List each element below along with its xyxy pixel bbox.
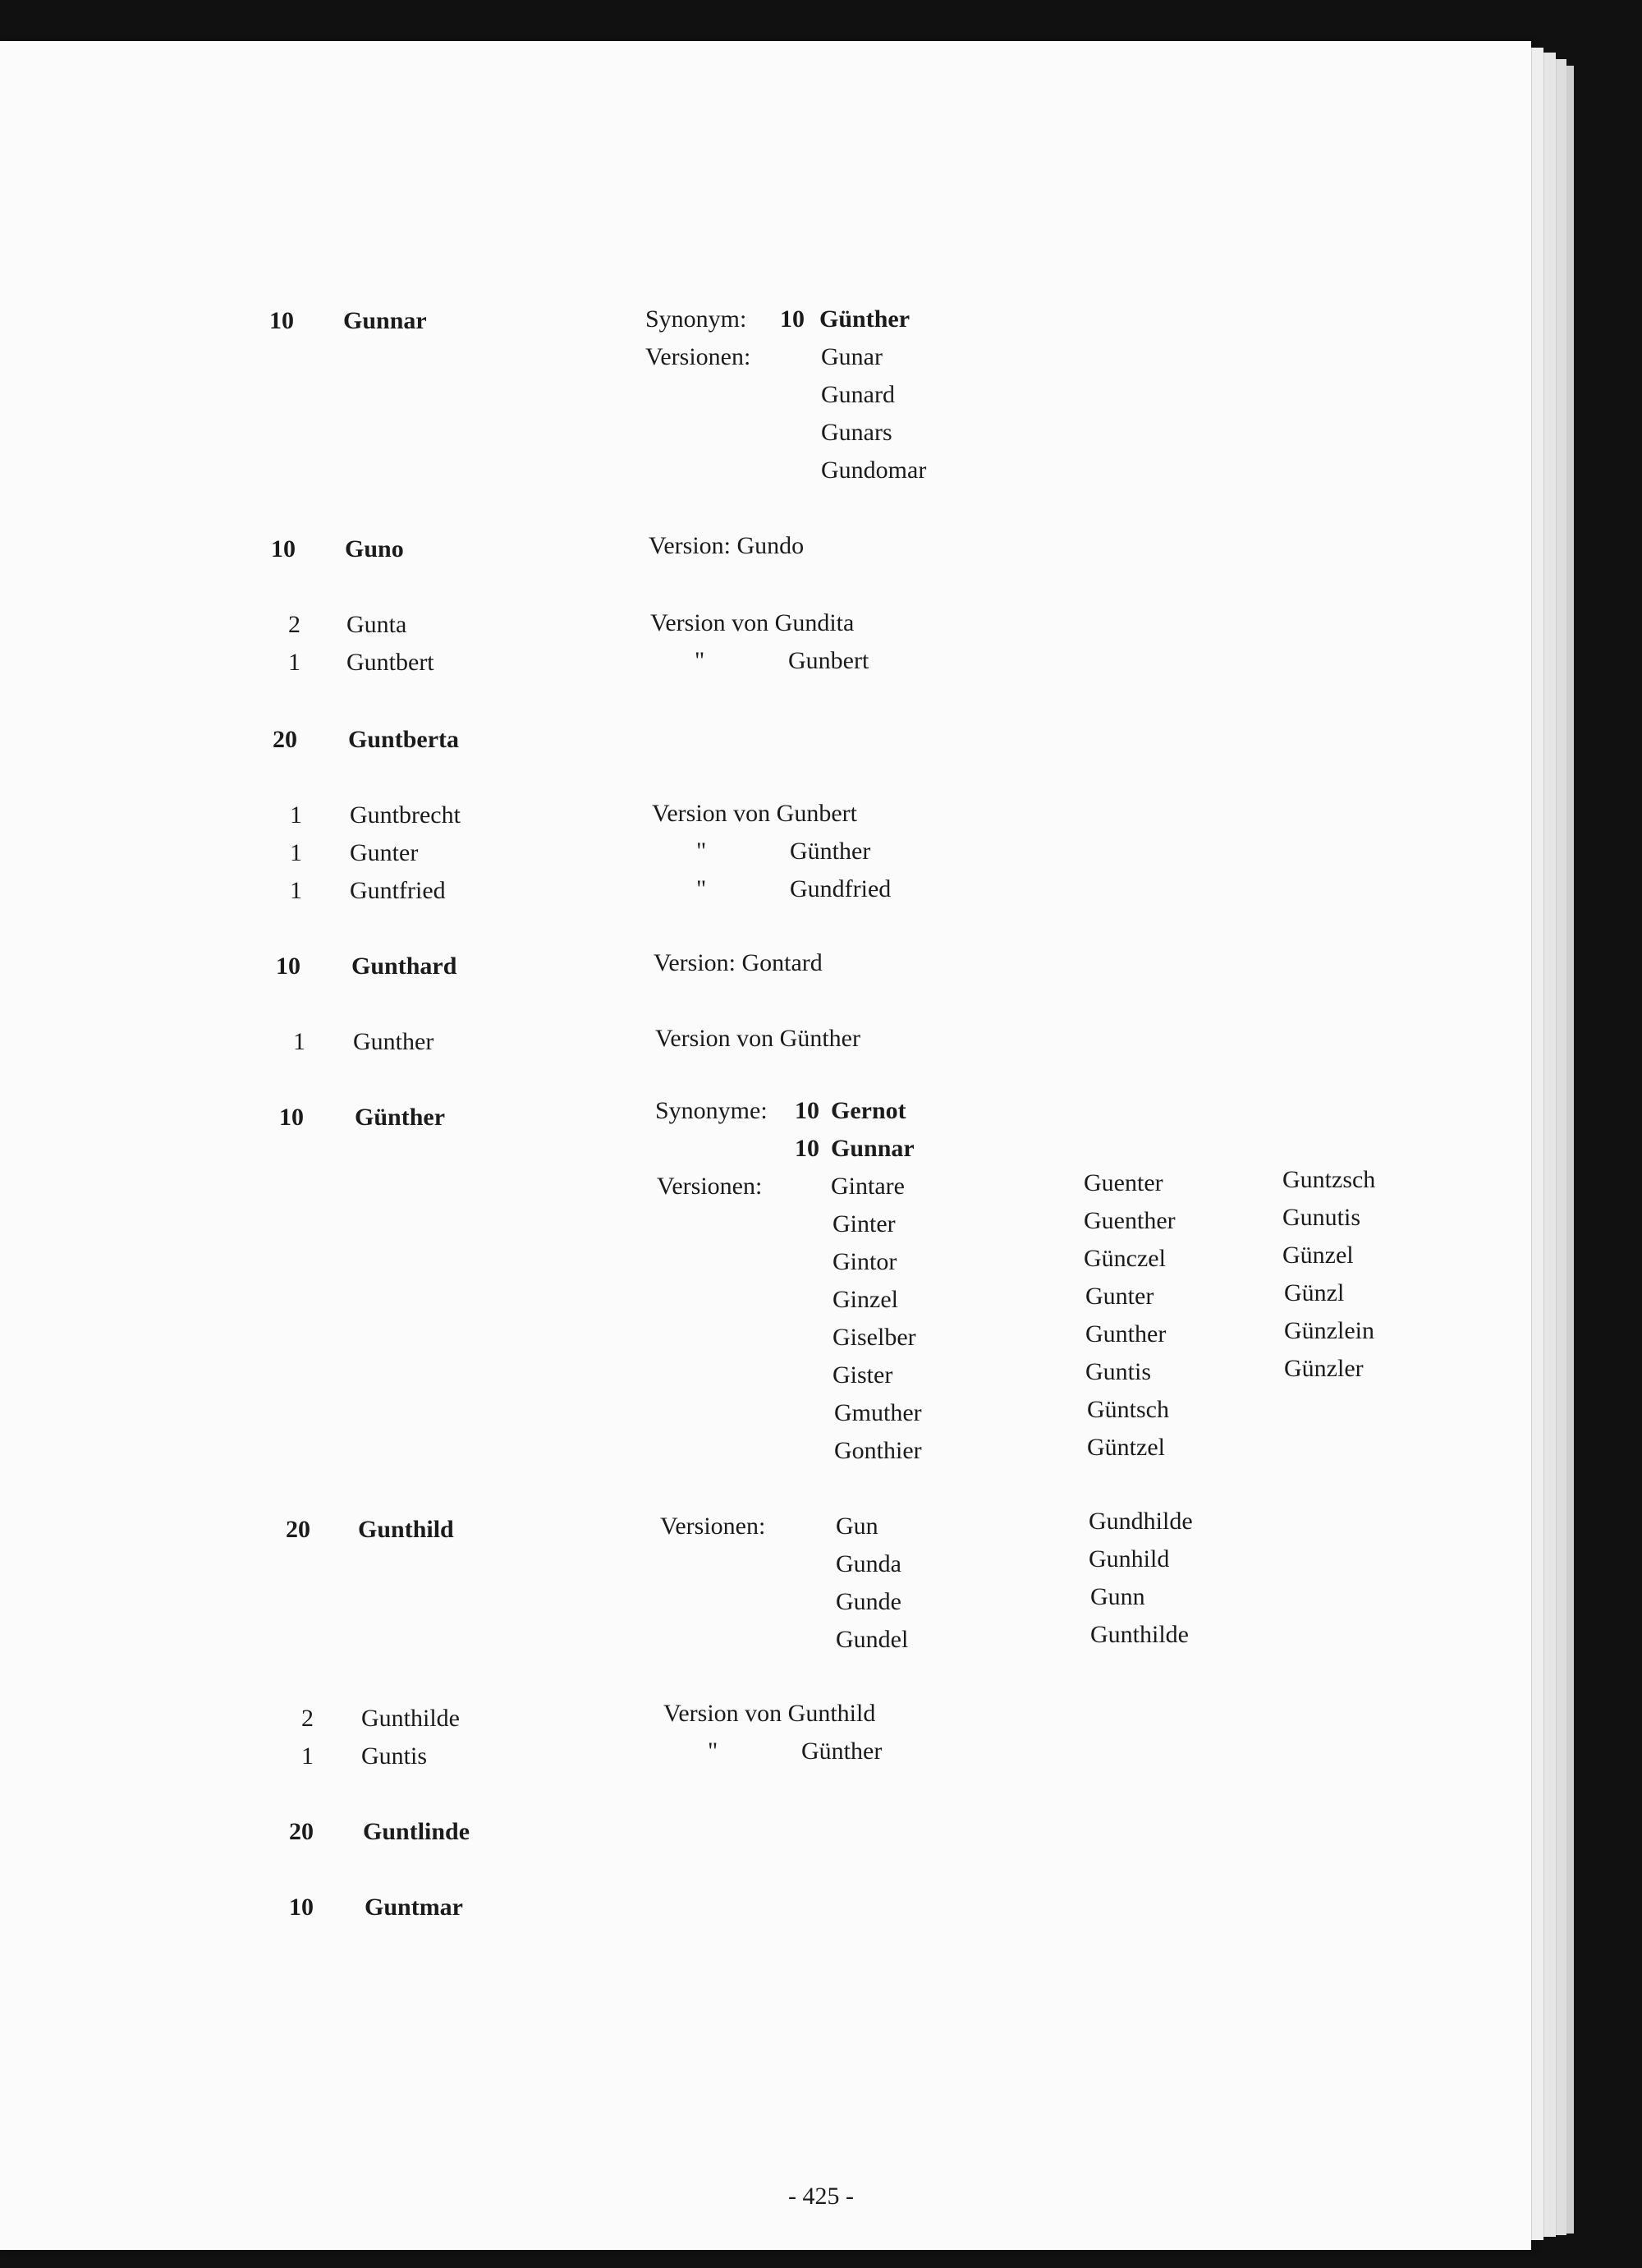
entry-name: Gunter [350,839,419,866]
ditto-mark: " [708,1738,718,1765]
version-name: Günzler [1284,1355,1364,1382]
version-name: Gundomar [821,457,927,484]
entry-count: 20 [289,1818,314,1845]
entry-name: Guntbrecht [350,801,461,829]
entry-name: Guno [345,535,404,562]
version-name: Gmuther [834,1399,922,1426]
version-name: Gonthier [834,1437,922,1464]
entry-count: 1 [290,839,302,866]
entry-name: Guntis [361,1742,428,1770]
entry-desc: Version von Gunbert [652,800,857,827]
entry-name: Guntbert [346,649,434,676]
version-name: Gundhilde [1089,1508,1193,1535]
version-name: Günzel [1282,1242,1354,1269]
entry-desc: Version von Gunthild [663,1700,876,1727]
page-edge [1556,59,1566,2235]
entry-count: 10 [269,307,294,334]
entry-count: 10 [289,1894,314,1921]
entry-count: 10 [271,535,296,562]
entry-count: 1 [290,801,302,829]
version-name: Gunars [821,419,892,446]
version-name: Gunthilde [1090,1621,1189,1648]
version-name: Guenter [1084,1169,1163,1196]
version-name: Gister [832,1361,893,1389]
entry-count: 1 [290,877,302,904]
entry-count: 20 [273,726,297,753]
entry-desc: Günther [801,1738,883,1765]
entry-desc: Version: Gundo [649,532,805,559]
ditto-mark: " [696,838,707,865]
ditto-mark: " [696,875,707,902]
version-name: Guntzsch [1282,1166,1376,1193]
version-name: Ginzel [832,1286,898,1313]
version-name: Günzl [1284,1279,1345,1306]
version-name: Gunard [821,381,895,408]
entry-desc: Gundfried [790,875,892,902]
version-name: Gundel [836,1626,909,1653]
version-name: Gunda [836,1550,901,1577]
entry-label: Versionen: [660,1513,766,1540]
entry-name: Gunthild [358,1516,454,1543]
version-name: Guntis [1085,1358,1152,1385]
synonym-count: 10 [795,1135,819,1162]
entry-count: 2 [301,1705,314,1732]
entry-desc: Günther [790,838,871,865]
entry-count: 10 [276,953,300,980]
entry-name: Gunnar [343,307,427,334]
entry-name: Günther [355,1104,446,1131]
book-page [0,41,1531,2250]
entry-count: 20 [286,1516,310,1543]
entry-count: 1 [288,649,300,676]
entry-name: Guntmar [365,1894,463,1921]
entry-name: Guntlinde [363,1818,470,1845]
entry-count: 1 [301,1742,314,1770]
synonym-count: 10 [795,1097,819,1124]
version-name: Gunther [1085,1320,1167,1347]
version-name: Güntsch [1087,1396,1169,1423]
page-edge [1531,48,1543,2240]
synonym-name: Gernot [831,1097,906,1124]
page-edge [1566,66,1574,2234]
version-name: Gunar [821,343,883,370]
version-name: Güntzel [1087,1434,1165,1461]
entry-desc: Version von Gundita [650,609,855,636]
entry-desc: Gunbert [788,647,869,674]
entry-count: 10 [279,1104,304,1131]
entry-count: 2 [288,611,300,638]
entry-name: Gunthard [351,953,457,980]
entry-count: 1 [293,1028,305,1055]
version-name: Gunhild [1089,1545,1170,1572]
version-name: Gun [836,1513,878,1540]
version-name: Giselber [832,1324,916,1351]
version-name: Gintor [832,1248,897,1275]
version-name: Ginter [832,1210,896,1237]
version-name: Günzlein [1284,1317,1374,1344]
entry-name: Gunthilde [361,1705,460,1732]
version-name: Günczel [1084,1245,1166,1272]
page-edge [1543,53,1556,2237]
entry-name: Gunther [353,1028,434,1055]
version-name: Gintare [831,1173,905,1200]
version-name: Gunde [836,1588,901,1615]
entry-label: Synonym: [645,305,747,333]
synonym-name: Gunnar [831,1135,915,1162]
ditto-mark: " [695,647,705,674]
entry-name: Guntfried [350,877,446,904]
page-number: - 425 - [788,2183,854,2210]
entry-name: Gunta [346,611,407,638]
entry-label: Synonyme: [655,1097,768,1124]
synonym-count: 10 [780,305,805,333]
entry-name: Guntberta [348,726,459,753]
entry-desc: Version von Günther [655,1025,860,1052]
version-name: Guenther [1084,1207,1176,1234]
entry-desc: Version: Gontard [654,949,823,976]
version-name: Gunn [1090,1583,1145,1610]
entry-label: Versionen: [645,343,751,370]
version-name: Gunter [1085,1283,1154,1310]
version-name: Gunutis [1282,1204,1361,1231]
entry-label: Versionen: [657,1173,763,1200]
synonym-name: Günther [819,305,910,333]
